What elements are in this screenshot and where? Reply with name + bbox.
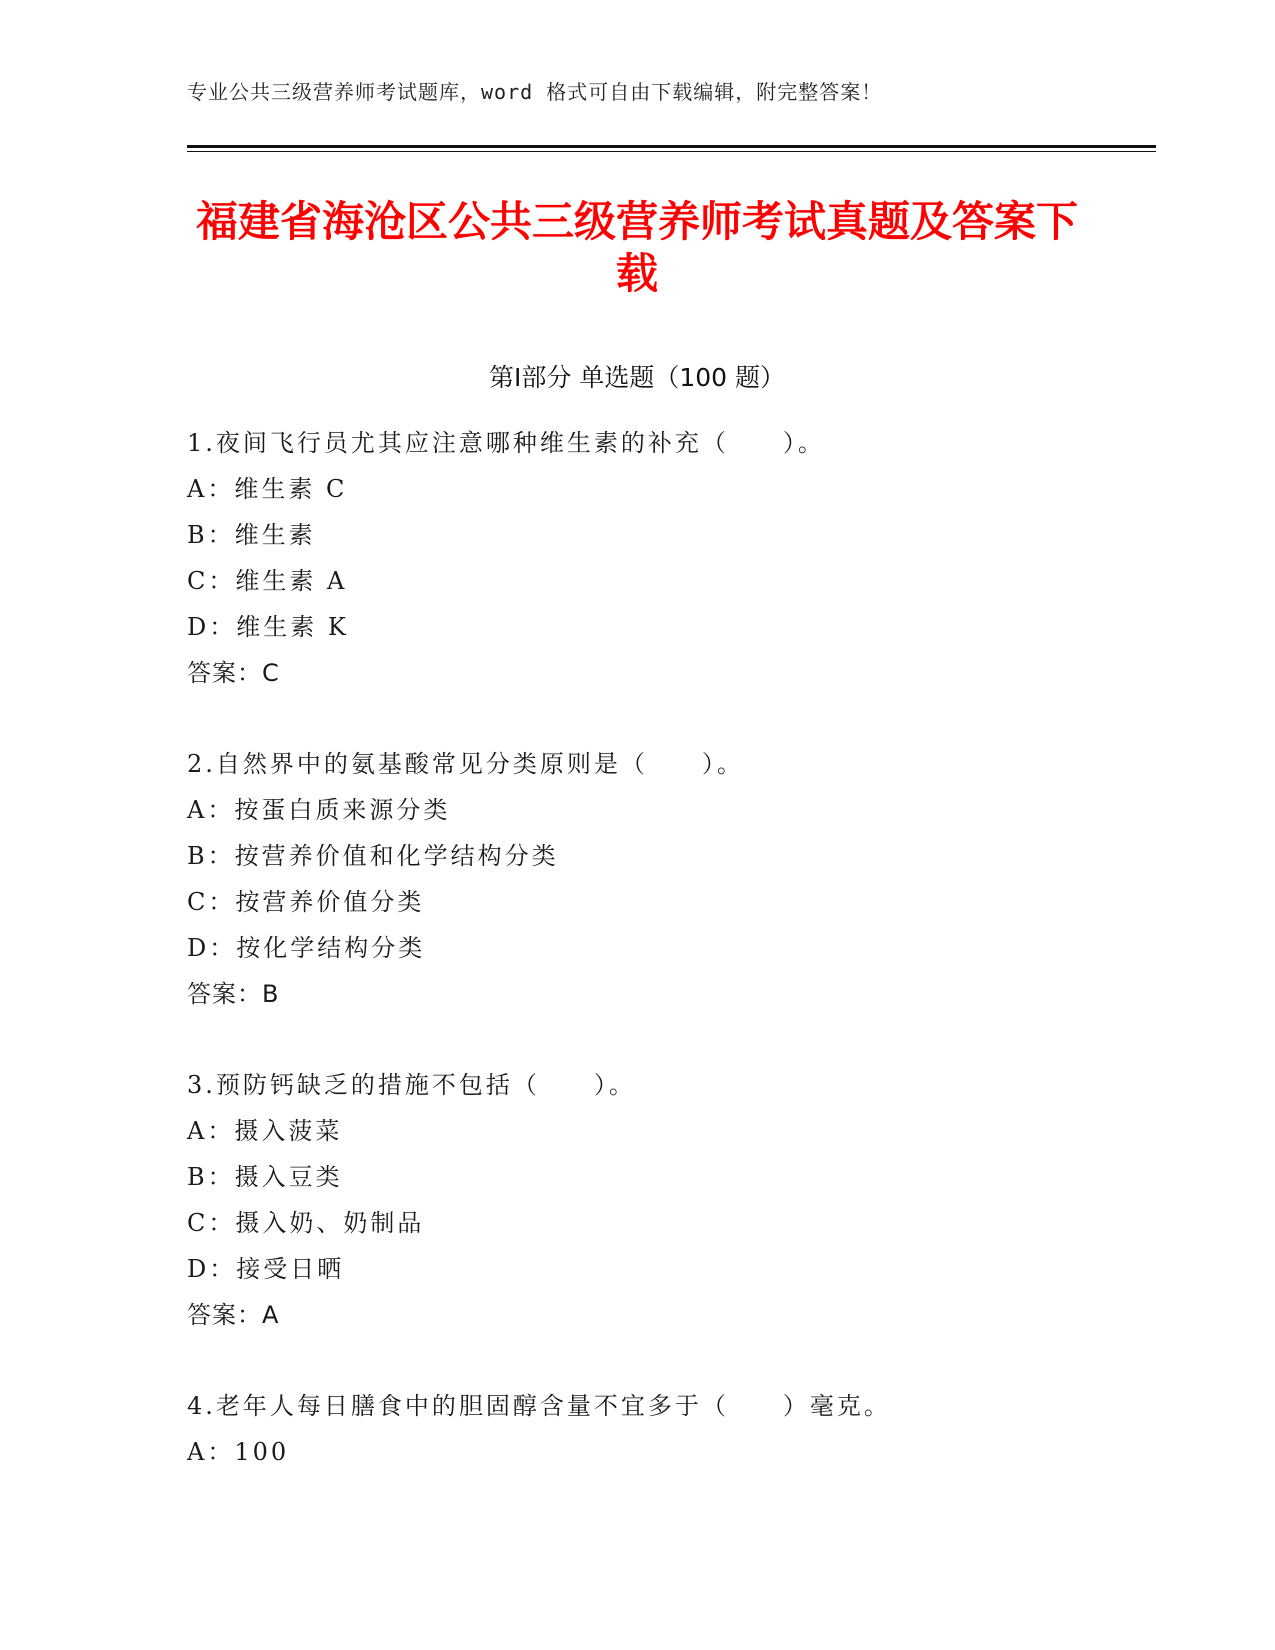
option-a: A：按蛋白质来源分类	[187, 796, 451, 824]
header-rule-thin	[187, 151, 1156, 152]
question-stem: 2.自然界中的氨基酸常见分类原则是（ ）。	[187, 750, 744, 778]
option-d: D：按化学结构分类	[187, 934, 426, 962]
question-2	[187, 741, 1137, 1017]
question-stem: 3.预防钙缺乏的措施不包括（ ）。	[187, 1071, 636, 1099]
option-a: A：100	[187, 1438, 290, 1466]
option-c: C：维生素 A	[187, 567, 348, 595]
section-heading: 第Ⅰ部分 单选题（100 题）	[489, 363, 785, 392]
question-3	[187, 1062, 1137, 1338]
question-1	[187, 420, 1137, 696]
option-b: B：维生素	[187, 521, 316, 549]
header-note: 专业公共三级营养师考试题库，word 格式可自由下载编辑，附完整答案！	[187, 80, 883, 104]
question-stem: 4.老年人每日膳食中的胆固醇含量不宜多于（ ）毫克。	[187, 1392, 891, 1420]
option-a: A：维生素 C	[187, 475, 348, 503]
option-c: C：按营养价值分类	[187, 888, 425, 916]
option-b: B：按营养价值和化学结构分类	[187, 842, 559, 870]
option-a: A：摄入菠菜	[187, 1117, 343, 1145]
answer: 答案：A	[187, 1301, 280, 1329]
answer: 答案：C	[187, 659, 280, 687]
option-d: D：接受日晒	[187, 1255, 345, 1283]
document-title: 福建省海沧区公共三级营养师考试真题及答案下载	[195, 197, 1078, 298]
question-stem: 1.夜间飞行员尤其应注意哪种维生素的补充（ ）。	[187, 429, 825, 457]
option-d: D：维生素 K	[187, 613, 349, 641]
question-4	[187, 1383, 1137, 1475]
option-b: B：摄入豆类	[187, 1163, 343, 1191]
header-rule-thick	[187, 145, 1156, 148]
answer: 答案：B	[187, 980, 280, 1008]
option-c: C：摄入奶、奶制品	[187, 1209, 425, 1237]
